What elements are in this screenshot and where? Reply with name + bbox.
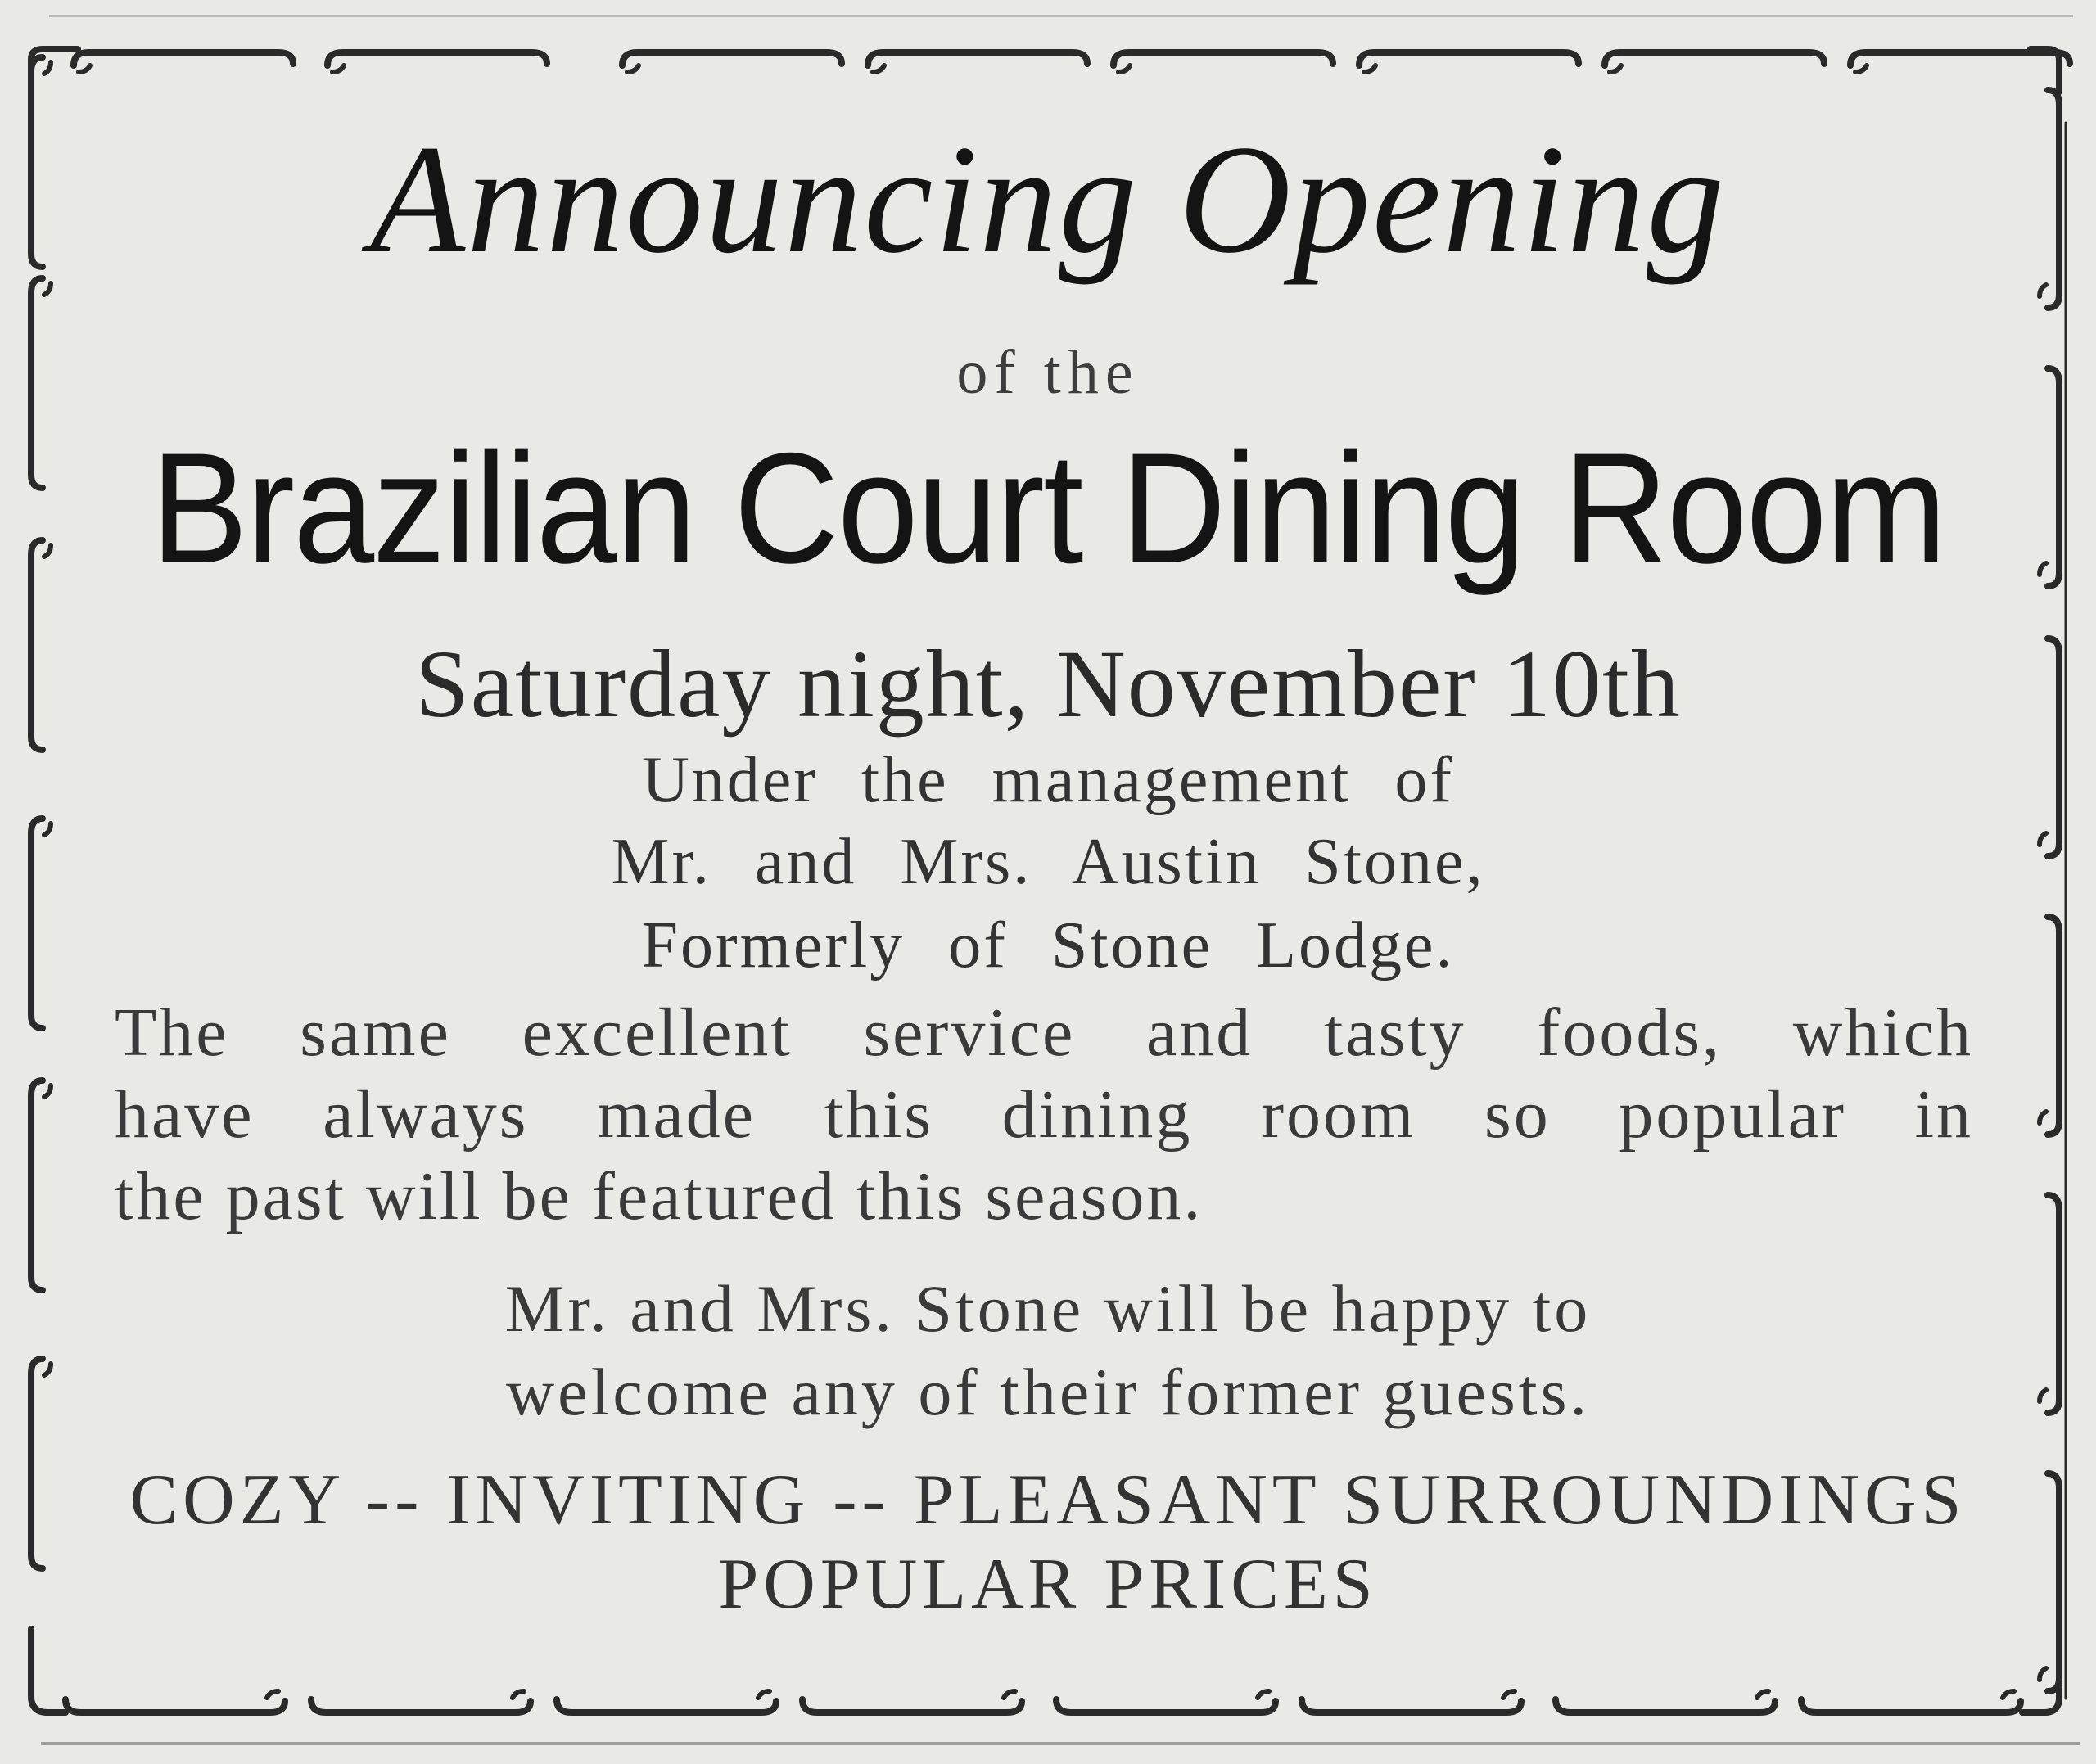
service-paragraph — [115, 992, 1973, 1238]
venue-name: Brazilian Court Dining Room — [151, 420, 1945, 596]
headline: Announcing Opening — [369, 114, 1726, 286]
management-line-3: Formerly of Stone Lodge. — [641, 909, 1455, 981]
slogan-line-1: COZY -- INVITING -- PLEASANT SURROUNDINGS — [129, 1460, 1967, 1540]
welcome-line-1: Mr. and Mrs. Stone will be happy to — [504, 1271, 1592, 1346]
management-line-1: Under the management of — [641, 744, 1454, 816]
paragraph-line-1: The same excellent service and tasty foods, which — [115, 995, 1973, 1071]
slogan-line-2: POPULAR PRICES — [718, 1545, 1378, 1624]
paragraph-line-2: have always made this dining room so popular in — [115, 1076, 1973, 1153]
subhead: of the — [956, 338, 1140, 407]
opening-date: Saturday night, November 10th — [415, 630, 1681, 738]
management-line-2: Mr. and Mrs. Austin Stone, — [611, 826, 1485, 898]
paragraph-line-3: the past will be featured this season. — [115, 1158, 1204, 1234]
welcome-line-2: welcome any of their former guests. — [505, 1355, 1591, 1429]
